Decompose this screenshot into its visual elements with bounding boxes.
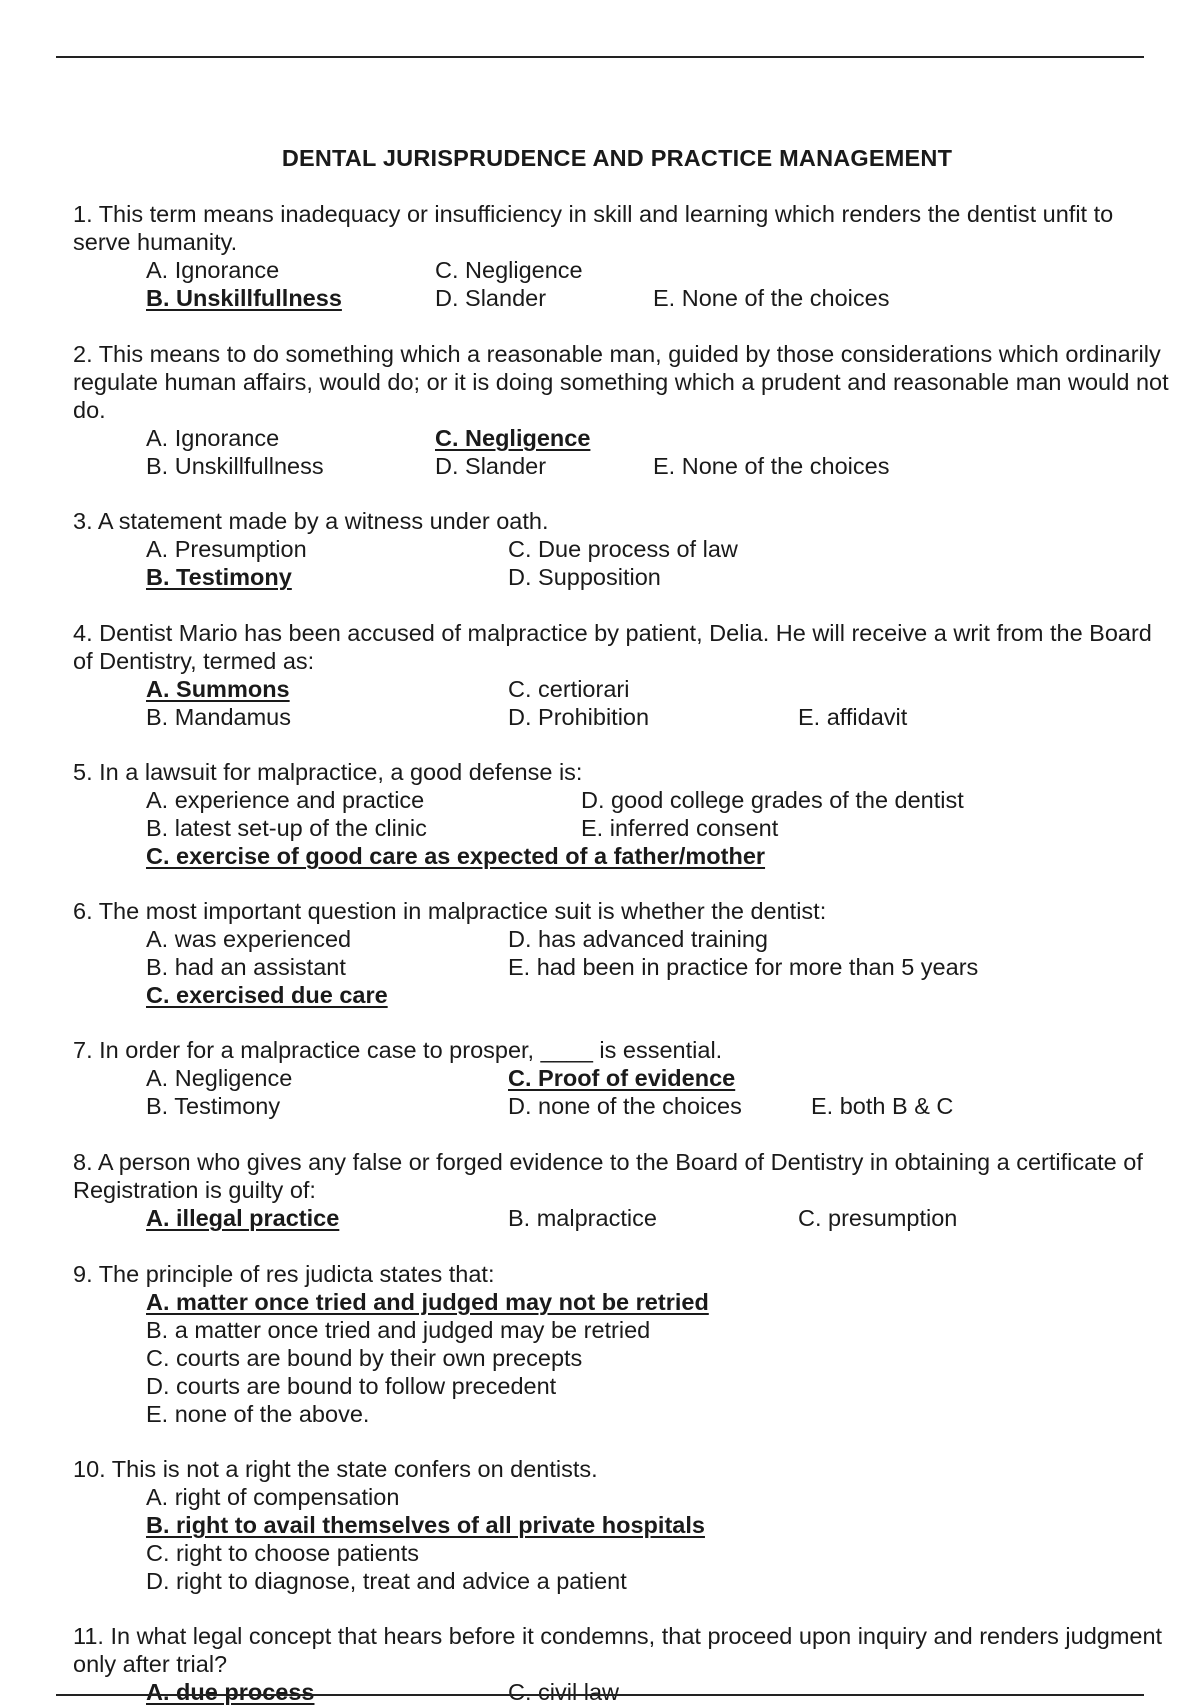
question-stem: 11. In what legal concept that hears before it condemns, that proceed upon inquiry and renders judgment only after trial? — [73, 1623, 1163, 1677]
option-c: C. presumption — [798, 1205, 958, 1231]
question-8 — [73, 1148, 1173, 1232]
question-stem: 7. In order for a malpractice case to prosper, ____ is essential. — [73, 1037, 723, 1063]
option-b: B. Mandamus — [146, 704, 291, 730]
option-a-answer: A. matter once tried and judged may not be retried — [146, 1289, 709, 1315]
question-5 — [73, 758, 1173, 870]
option-c: C. Due process of law — [508, 536, 738, 562]
option-d: D. Slander — [435, 285, 547, 311]
question-2 — [73, 340, 1173, 480]
question-stem: 10. This is not a right the state confers on dentists. — [73, 1456, 598, 1482]
option-a-answer: A. illegal practice — [146, 1205, 340, 1231]
option-c-answer: C. Proof of evidence — [508, 1065, 736, 1091]
option-e: E. inferred consent — [581, 815, 779, 841]
question-stem: 2. This means to do something which a reasonable man, guided by those considerations which ordinarily regulate human affairs, would do; or it is doing something which a prudent and reasonable man would not do. — [73, 341, 1169, 423]
option-b: B. had an assistant — [146, 954, 346, 980]
question-stem: 8. A person who gives any false or forged evidence to the Board of Dentistry in obtaining a certificate of Registration is guilty of: — [73, 1149, 1143, 1203]
option-a: A. Ignorance — [146, 257, 280, 283]
option-b: B. Unskillfullness — [146, 453, 324, 479]
question-stem: 3. A statement made by a witness under oath. — [73, 508, 549, 534]
option-b: B. malpractice — [508, 1205, 657, 1231]
question-7 — [73, 1036, 1173, 1120]
option-d: D. courts are bound to follow precedent — [146, 1373, 557, 1399]
option-e: E. None of the choices — [653, 453, 890, 479]
option-a-answer: A. Summons — [146, 676, 290, 702]
question-10 — [73, 1455, 1173, 1595]
option-d: D. has advanced training — [508, 926, 768, 952]
option-e: E. none of the above. — [146, 1401, 370, 1427]
option-c: C. certiorari — [508, 676, 630, 702]
option-c-answer: C. exercise of good care as expected of a father/mother — [146, 843, 766, 869]
option-d: D. none of the choices — [508, 1093, 742, 1119]
question-stem: 4. Dentist Mario has been accused of malpractice by patient, Delia. He will receive a writ from the Board of Dentistry, termed as: — [73, 620, 1152, 674]
option-b: B. a matter once tried and judged may be retried — [146, 1317, 651, 1343]
top-rule — [56, 56, 1144, 58]
question-stem: 1. This term means inadequacy or insufficiency in skill and learning which renders the dentist unfit to serve humanity. — [73, 201, 1114, 255]
question-stem: 6. The most important question in malpractice suit is whether the dentist: — [73, 898, 827, 924]
option-c-answer: C. Negligence — [435, 425, 591, 451]
option-b: B. Testimony — [146, 1093, 281, 1119]
question-stem: 5. In a lawsuit for malpractice, a good defense is: — [73, 759, 583, 785]
option-a: A. Negligence — [146, 1065, 293, 1091]
option-e: E. None of the choices — [653, 285, 890, 311]
option-c: C. Negligence — [435, 257, 583, 283]
option-d: D. Supposition — [508, 564, 661, 590]
option-b-answer: B. Unskillfullness — [146, 285, 342, 311]
question-1 — [73, 200, 1173, 312]
option-a: A. Presumption — [146, 536, 307, 562]
question-3 — [73, 507, 1173, 591]
question-4 — [73, 619, 1173, 731]
option-a: A. was experienced — [146, 926, 352, 952]
option-b-answer: B. Testimony — [146, 564, 292, 590]
question-9 — [73, 1260, 1173, 1428]
option-e: E. both B & C — [811, 1093, 954, 1119]
option-a-answer: A. due process — [146, 1679, 315, 1705]
bottom-rule — [56, 1694, 1144, 1696]
option-b-answer: B. right to avail themselves of all private hospitals — [146, 1512, 705, 1538]
option-c: C. courts are bound by their own precepts — [146, 1345, 583, 1371]
page-title: DENTAL JURISPRUDENCE AND PRACTICE MANAGEMENT — [281, 145, 953, 171]
option-c: C. right to choose patients — [146, 1540, 420, 1566]
option-d: D. Slander — [435, 453, 547, 479]
option-d: D. good college grades of the dentist — [581, 787, 964, 813]
question-6 — [73, 897, 1173, 1009]
option-e: E. had been in practice for more than 5 years — [508, 954, 979, 980]
option-e: E. affidavit — [798, 704, 908, 730]
question-stem: 9. The principle of res judicta states that: — [73, 1261, 495, 1287]
option-c-answer: C. exercised due care — [146, 982, 388, 1008]
option-a: A. right of compensation — [146, 1484, 400, 1510]
option-a: A. experience and practice — [146, 787, 425, 813]
option-a: A. Ignorance — [146, 425, 280, 451]
option-c: C. civil law — [508, 1679, 619, 1705]
option-d: D. right to diagnose, treat and advice a patient — [146, 1568, 627, 1594]
option-b: B. latest set-up of the clinic — [146, 815, 427, 841]
option-d: D. Prohibition — [508, 704, 650, 730]
